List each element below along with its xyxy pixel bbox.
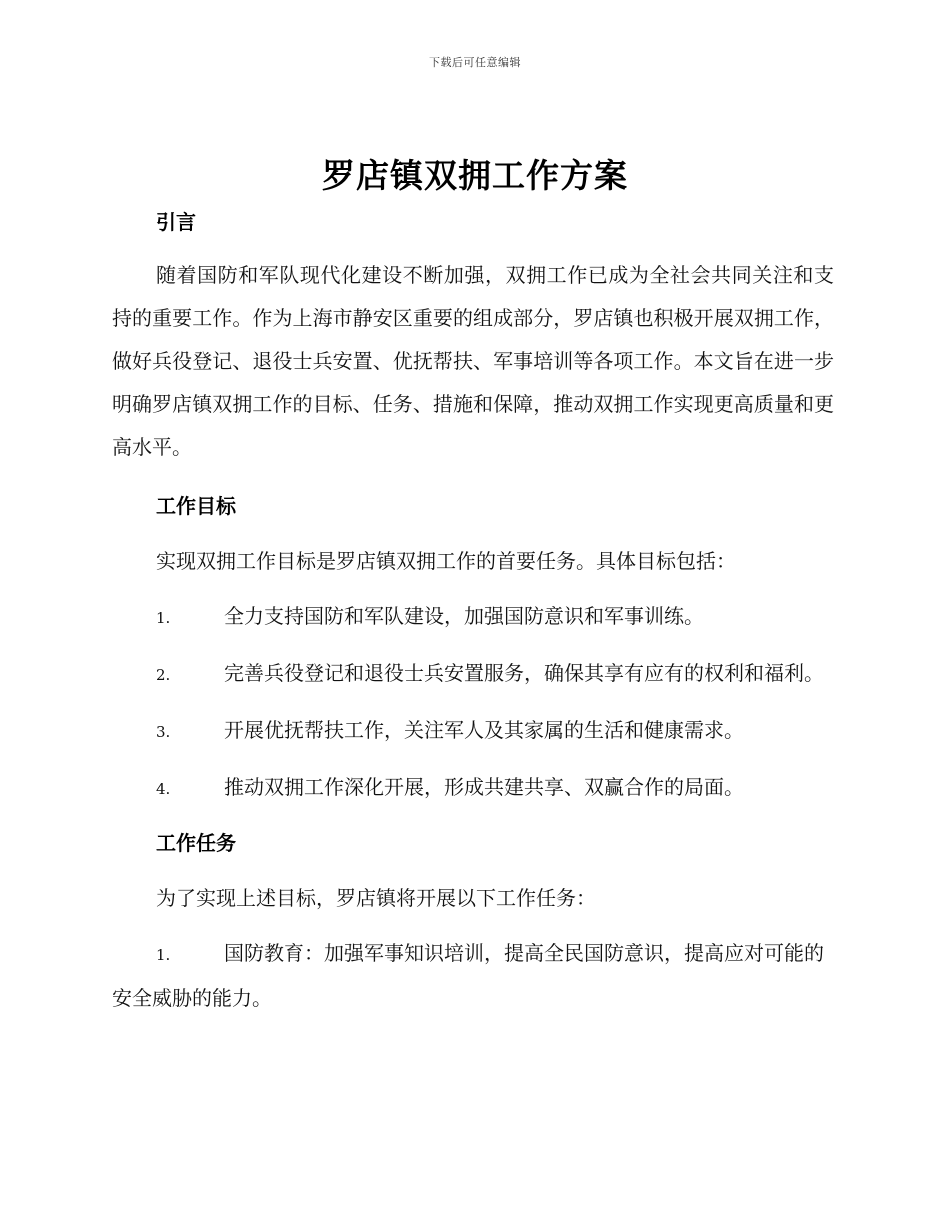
list-number: 2. (156, 666, 171, 684)
list-number: 4. (156, 780, 171, 798)
page-title: 罗店镇双拥工作方案 (322, 156, 628, 195)
list-text: 开展优抚帮扶工作，关注军人及其家属的生活和健康需求。 (224, 718, 744, 742)
list-item (112, 595, 834, 640)
intro-paragraph: 随着国防和军队现代化建设不断加强，双拥工作已成为全社会共同关注和支持的重要工作。作为上海市静安区重要的组成部分，罗店镇也积极开展双拥工作，做好兵役登记、退役士兵安置、优抚帮扶、军事培训等各项工作。本文旨在进一步明确罗店镇双拥工作的目标、任务、措施和保障，推动双拥工作实现更高质量和更高水平。 (112, 263, 834, 459)
section-heading-tasks: 工作任务 (156, 831, 236, 855)
list-number: 3. (156, 723, 171, 741)
goals-lead: 实现双拥工作目标是罗店镇双拥工作的首要任务。具体目标包括： (156, 549, 736, 573)
list-item (112, 766, 834, 811)
tasks-lead: 为了实现上述目标，罗店镇将开展以下工作任务： (156, 886, 596, 910)
list-item (112, 709, 834, 754)
list-number: 1. (156, 609, 171, 627)
header-note: 下载后可任意编辑 (429, 56, 521, 69)
document-body (112, 200, 834, 1020)
list-item (112, 932, 834, 1020)
list-text: 推动双拥工作深化开展，形成共建共享、双赢合作的局面。 (224, 775, 744, 799)
list-item (112, 652, 834, 697)
list-text: 全力支持国防和军队建设，加强国防意识和军事训练。 (224, 604, 704, 628)
list-text: 完善兵役登记和退役士兵安置服务，确保其享有应有的权利和福利。 (224, 661, 824, 685)
section-heading-intro: 引言 (156, 210, 196, 234)
section-heading-goals: 工作目标 (156, 494, 236, 518)
list-number: 1. (156, 946, 171, 964)
list-text: 国防教育：加强军事知识培训，提高全民国防意识，提高应对可能的安全威胁的能力。 (112, 941, 824, 1010)
